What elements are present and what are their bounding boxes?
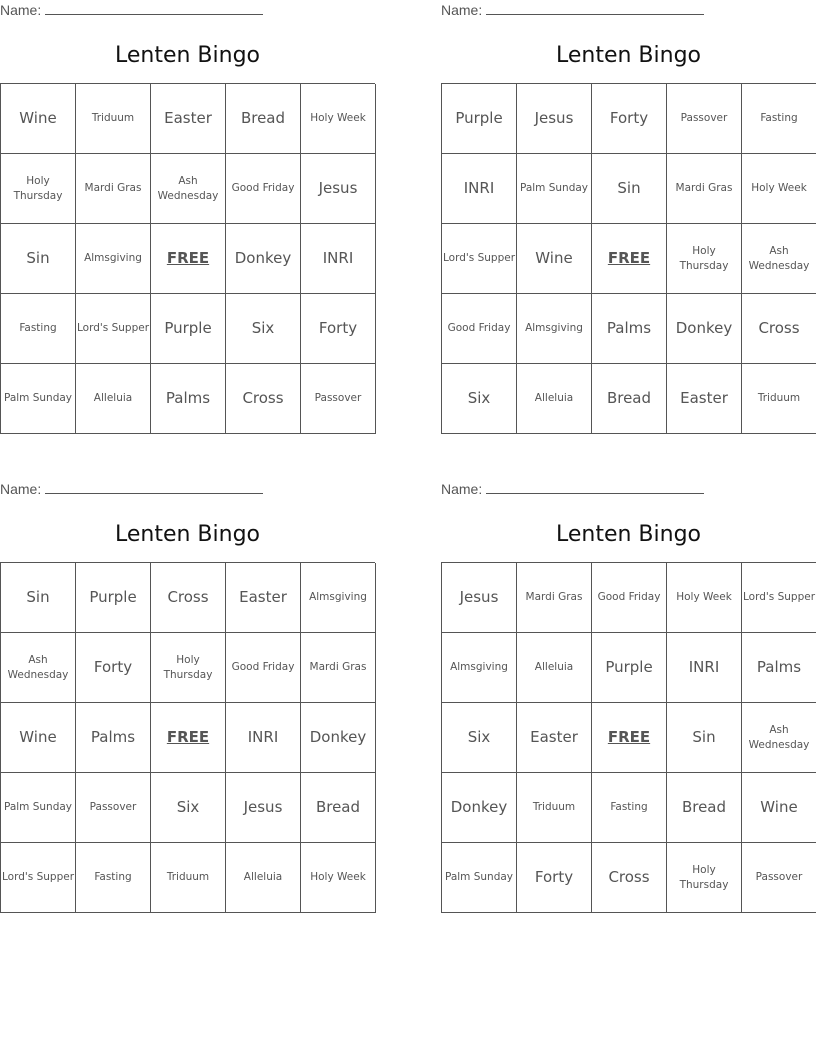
bingo-cell: Wine [1,703,76,773]
bingo-cell: Six [442,703,517,773]
bingo-cell: Fasting [742,84,816,154]
bingo-cell: Palms [742,633,816,703]
bingo-cell: Almsgiving [301,563,376,633]
name-blank [45,0,263,15]
bingo-cell: Sin [592,154,667,224]
bingo-cell: Holy Week [301,84,376,154]
bingo-cell: Triduum [151,843,226,913]
bingo-cell: Easter [517,703,592,773]
bingo-cell: Mardi Gras [301,633,376,703]
bingo-cell: Passover [742,843,816,913]
bingo-grid [441,562,816,913]
card-title: Lenten Bingo [114,522,261,547]
bingo-cell: Wine [1,84,76,154]
card-title: Lenten Bingo [555,522,702,547]
bingo-cell: Wine [742,773,816,843]
bingo-cell: INRI [226,703,301,773]
bingo-cell: Easter [151,84,226,154]
bingo-cell: Six [442,364,517,434]
bingo-cell: Bread [667,773,742,843]
bingo-cell: Palms [151,364,226,434]
free-space-cell: FREE [151,224,226,294]
bingo-cell: Almsgiving [517,294,592,364]
bingo-grid [0,83,375,434]
bingo-cell: Palm Sunday [1,773,76,843]
bingo-cell: Holy Week [667,563,742,633]
bingo-cell: Jesus [301,154,376,224]
bingo-cell: Wine [517,224,592,294]
bingo-cell: Easter [226,563,301,633]
bingo-cell: Fasting [592,773,667,843]
bingo-cell: Lord's Supper [442,224,517,294]
bingo-cell: Ash Wednesday [1,633,76,703]
bingo-cell: Bread [301,773,376,843]
name-label: Name: [441,2,483,18]
name-line [0,0,375,20]
bingo-cell: Donkey [301,703,376,773]
bingo-cell: Alleluia [517,364,592,434]
free-space-cell: FREE [151,703,226,773]
name-line [441,479,816,499]
bingo-cell: Purple [151,294,226,364]
bingo-cell: Fasting [1,294,76,364]
bingo-cell: Bread [226,84,301,154]
bingo-cell: Ash Wednesday [742,224,816,294]
name-label: Name: [0,481,42,497]
bingo-grid [0,562,375,913]
name-line [441,0,816,20]
bingo-cell: Forty [301,294,376,364]
bingo-cell: Good Friday [442,294,517,364]
bingo-card-4 [441,479,816,913]
bingo-cell: Palm Sunday [442,843,517,913]
bingo-cell: Sin [1,224,76,294]
bingo-cell: Sin [1,563,76,633]
name-label: Name: [441,481,483,497]
free-space-cell: FREE [592,224,667,294]
card-title: Lenten Bingo [114,43,261,68]
name-label: Name: [0,2,42,18]
bingo-cell: Lord's Supper [742,563,816,633]
bingo-cell: Holy Thursday [1,154,76,224]
bingo-cell: Holy Week [301,843,376,913]
bingo-cell: INRI [667,633,742,703]
bingo-cell: Sin [667,703,742,773]
bingo-cell: Holy Thursday [667,224,742,294]
bingo-cell: INRI [442,154,517,224]
bingo-cell: Good Friday [226,154,301,224]
bingo-cell: Alleluia [226,843,301,913]
bingo-grid [441,83,816,434]
bingo-cell: Good Friday [592,563,667,633]
bingo-cell: Lord's Supper [76,294,151,364]
bingo-card-2 [441,0,816,434]
bingo-cell: Jesus [442,563,517,633]
name-blank [486,479,704,494]
bingo-cell: Forty [592,84,667,154]
bingo-cell: Passover [667,84,742,154]
bingo-cell: Easter [667,364,742,434]
card-title: Lenten Bingo [555,43,702,68]
bingo-cell: Palm Sunday [1,364,76,434]
bingo-cell: Forty [76,633,151,703]
bingo-cell: Cross [742,294,816,364]
bingo-cell: Passover [76,773,151,843]
bingo-cell: Donkey [442,773,517,843]
bingo-cell: Alleluia [76,364,151,434]
bingo-cell: Good Friday [226,633,301,703]
bingo-cell: Donkey [226,224,301,294]
bingo-cell: Cross [151,563,226,633]
bingo-cell: Triduum [517,773,592,843]
bingo-cell: Holy Week [742,154,816,224]
bingo-cell: Mardi Gras [517,563,592,633]
bingo-card-1 [0,0,375,434]
name-line [0,479,375,499]
bingo-cell: Six [226,294,301,364]
bingo-cell: Cross [226,364,301,434]
bingo-cell: Jesus [517,84,592,154]
bingo-cell: Mardi Gras [76,154,151,224]
bingo-cell: INRI [301,224,376,294]
bingo-cell: Bread [592,364,667,434]
bingo-cell: Mardi Gras [667,154,742,224]
bingo-cell: Six [151,773,226,843]
bingo-cell: Forty [517,843,592,913]
bingo-cell: Palm Sunday [517,154,592,224]
bingo-cell: Purple [592,633,667,703]
bingo-cell: Lord's Supper [1,843,76,913]
bingo-cell: Purple [76,563,151,633]
bingo-cell: Triduum [742,364,816,434]
name-blank [45,479,263,494]
bingo-cell: Jesus [226,773,301,843]
name-blank [486,0,704,15]
free-space-cell: FREE [592,703,667,773]
bingo-cell: Triduum [76,84,151,154]
bingo-card-3 [0,479,375,913]
bingo-cell: Donkey [667,294,742,364]
bingo-cell: Purple [442,84,517,154]
bingo-cell: Alleluia [517,633,592,703]
bingo-cell: Holy Thursday [667,843,742,913]
bingo-cell: Holy Thursday [151,633,226,703]
bingo-cell: Palms [592,294,667,364]
bingo-cell: Palms [76,703,151,773]
bingo-cell: Ash Wednesday [742,703,816,773]
bingo-cell: Ash Wednesday [151,154,226,224]
bingo-cell: Passover [301,364,376,434]
bingo-cell: Almsgiving [76,224,151,294]
bingo-cell: Almsgiving [442,633,517,703]
bingo-cell: Cross [592,843,667,913]
bingo-cell: Fasting [76,843,151,913]
